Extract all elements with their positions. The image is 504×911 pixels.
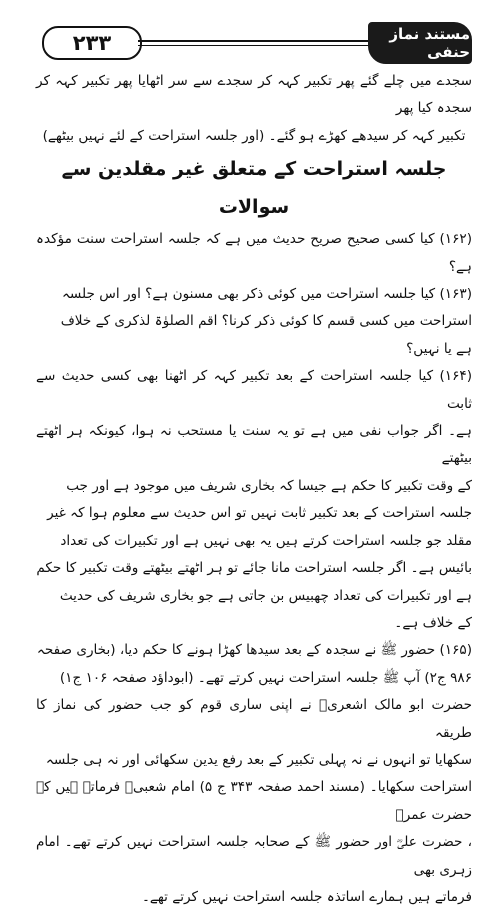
question-162 (36, 226, 472, 281)
intro-line-1: سجدے میں چلے گئے پھر تکبیر کہہ کر سجدے سے سر اٹھایا پھر تکبیر کہہ کر سجدہ کیا پھر (36, 73, 472, 117)
question-line: ہے۔ اگر جواب نفی میں ہے تو یہ سنت یا مستحب نہ ہوا، کیونکہ ہر اٹھتے بیٹھتے (36, 423, 472, 467)
question-line: (۱۶۴) کیا جلسہ استراحت کے بعد تکبیر کہہ کر اٹھنا بھی کسی حدیث سے ثابت (36, 368, 472, 412)
header-rule (138, 40, 368, 42)
page-body (36, 68, 472, 911)
question-line: بائیس ہے۔ اگر جلسہ استراحت مانا جائے تو ہر اٹھتے بیٹھتے وقت تکبیر کا حکم (36, 560, 472, 577)
question-164 (36, 363, 472, 637)
question-line: کے خلاف ہے۔ (394, 614, 472, 631)
header-rule-thin (138, 45, 368, 46)
page-number: ۲۳۳ (42, 26, 142, 60)
section-heading: جلسہ استراحت کے متعلق غیر مقلدین سے سوالات (61, 158, 447, 219)
question-line: (۱۶۳) کیا جلسہ استراحت میں کوئی ذکر بھی مسنون ہے؟ اور اس جلسہ (61, 286, 472, 303)
question-line: سکھایا تو انہوں نے نہ پہلی تکبیر کے بعد رفع یدین سکھائی اور نہ ہی جلسہ (45, 751, 472, 768)
question-line: حضرت ابو مالک اشعریؓ نے اپنی ساری قوم کو جب حضور کی نماز کا طریقہ (36, 697, 472, 741)
question-line: (۱۶۵) حضور ﷺ نے سجدہ کے بعد سیدھا کھڑا ہونے کا حکم دیا، (بخاری صفحہ (36, 642, 472, 659)
question-line: مقلد جو جلسہ استراحت کرتے ہیں یہ بھی نہیں ہے اور تکبیرات کی تعداد (60, 532, 472, 549)
question-line: (۱۶۲) کیا کسی صحیح صریح حدیث میں ہے کہ جلسہ استراحت سنت مؤکدہ ہے؟ (36, 231, 472, 275)
question-line: فرماتے ہیں ہمارے اساتذہ جلسہ استراحت نہیں کرتے تھے۔ (141, 888, 472, 905)
question-165 (36, 637, 472, 911)
page-header (34, 22, 476, 68)
question-line: استراحت میں کسی قسم کا کوئی ذکر کرنا؟ اقم الصلوٰۃ لذکری کے خلاف (60, 313, 472, 330)
question-line: استراحت سکھایا۔ (مسند احمد صفحہ ۳۴۳ ج ۵) امام شعبیؒ فرماتے ہیں کہ حضرت عمرؓ (36, 779, 472, 823)
question-line: جلسہ استراحت کے بعد تکبیر ثابت نہیں تو اس حدیث سے معلوم ہوا کہ غیر (47, 505, 472, 522)
question-line: ، حضرت علیؓ اور حضور ﷺ کے صحابہ جلسہ استراحت نہیں کرتے تھے۔ امام زہری بھی (36, 834, 472, 878)
question-163 (36, 281, 472, 363)
book-title: مستند نماز حنفی (368, 22, 472, 64)
question-line: ہے یا نہیں؟ (406, 340, 472, 357)
question-line: ۹۸۶ ج۲) آپ ﷺ جلسہ استراحت نہیں کرتے تھے۔ (ابوداؤد صفحہ ۱۰۶ ج۱) (59, 669, 472, 686)
question-line: ہے اور تکبیرات کی تعداد چھبیس بن جاتی ہے جو بخاری شریف کی حدیث (59, 587, 472, 604)
question-line: کے وقت تکبیر کا حکم ہے جیسا کہ بخاری شریف میں موجود ہے اور جب (66, 477, 472, 494)
intro-line-2: تکبیر کہہ کر سیدھے کھڑے ہو گئے۔ (اور جلسہ استراحت کے لئے نہیں بیٹھے) (42, 127, 466, 144)
